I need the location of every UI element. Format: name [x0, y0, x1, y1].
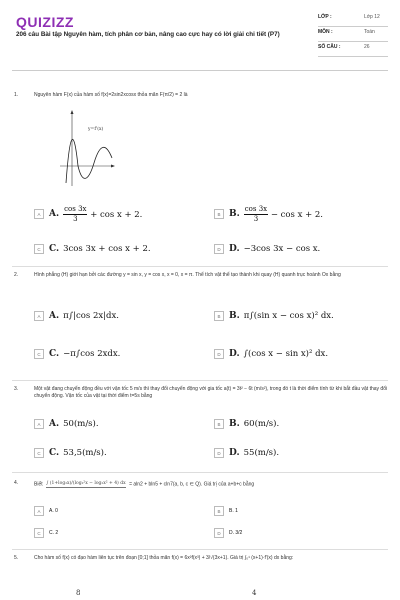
question-text: Một vật đang chuyển động đều với vận tốc 5 m/s thì thay đổi chuyển động với gia tốc a(t) = 3t² − 6t (m/s²), trong đó t là thời điểm tính từ khi bắt đầu vật thay đổi chuyển động. Vận tốc của vật tại thời điểm t=5s bằng — [34, 386, 388, 399]
question-1-graph — [56, 108, 116, 188]
option-b[interactable] — [214, 203, 323, 225]
option-value: 60(m/s). — [243, 419, 280, 429]
option-d[interactable] — [214, 442, 279, 464]
option-letter: C. — [49, 244, 60, 254]
partial-glyph-right: 4 — [252, 589, 257, 597]
option-letter: C. — [49, 448, 60, 458]
option-c[interactable] — [34, 522, 58, 544]
subject-value: Toán — [364, 29, 375, 35]
option-box[interactable]: D — [214, 244, 224, 254]
option-value: −3cos 3x − cos x. — [243, 244, 321, 254]
option-letter: A. — [49, 209, 60, 219]
option-box[interactable]: B — [214, 209, 224, 219]
option-letter: B. — [229, 209, 240, 219]
question-number: 1. — [14, 92, 19, 98]
option-d[interactable] — [214, 522, 242, 544]
partial-glyph-left: 8 — [76, 589, 81, 597]
option-value: π∫|cos 2x|dx. — [63, 311, 119, 321]
option-letter: D. — [229, 448, 240, 458]
graph-label: y=f'(x) — [88, 127, 104, 132]
option-box[interactable]: C — [34, 448, 44, 458]
class-value: Lớp 12 — [364, 14, 380, 20]
option-value: D. 3/2 — [229, 530, 243, 536]
question-text: Biết ∫ (1+log₂x)/(log₂²x − log₂x² + 4) dx = aln2 + bln5 + cln7(a, b, c ∈ Q). Giá trị của a+b+c bằng — [34, 481, 255, 488]
quizizz-logo: QUIZIZZ — [16, 14, 74, 30]
option-box[interactable]: C — [34, 244, 44, 254]
option-box[interactable]: D — [214, 528, 224, 538]
count-label: SỐ CÂU : — [318, 44, 341, 50]
option-value: π∫(sin x − cos x)² dx. — [243, 311, 334, 321]
option-c[interactable] — [34, 442, 107, 464]
option-value: 55(m/s). — [243, 448, 280, 458]
option-box[interactable]: B — [214, 311, 224, 321]
header-divider — [12, 70, 388, 71]
class-label: LỚP : — [318, 14, 332, 20]
option-box[interactable]: A — [34, 209, 44, 219]
question-divider — [12, 266, 388, 267]
question-number: 3. — [14, 386, 19, 392]
option-box[interactable]: B — [214, 506, 224, 516]
option-letter: C. — [49, 349, 60, 359]
option-value: A. 0 — [49, 508, 58, 514]
option-value: ∫(cos x − sin x)² dx. — [243, 349, 329, 359]
option-letter: D. — [229, 244, 240, 254]
document-header — [0, 0, 400, 70]
option-a[interactable] — [34, 413, 99, 435]
question-number: 2. — [14, 272, 19, 278]
option-box[interactable]: C — [34, 349, 44, 359]
page-title: 206 câu Bài tập Nguyên hàm, tích phân cơ bản, nâng cao cực hay có lời giải chi tiết (P7) — [16, 31, 280, 38]
option-letter: A. — [49, 419, 60, 429]
option-a[interactable] — [34, 203, 142, 225]
integral-formula: ∫ (1+log₂x)/(log₂²x − log₂x² + 4) dx — [46, 481, 126, 486]
question-text: Cho hàm số f(x) có đạo hàm liên tục trên đoạn [0;1] thỏa mãn f(x) = 6x²f(x³) + 3/√(3x+1). Giá trị ∫₀¹ (x+1)·f′(x) dx bằng: — [34, 555, 294, 561]
question-number: 5. — [14, 555, 19, 561]
option-box[interactable]: A — [34, 311, 44, 321]
option-letter: B. — [229, 311, 240, 321]
option-value: $\frac{\cos 3x}{3}$ + cos x + 2. — [64, 204, 143, 223]
option-box[interactable]: C — [34, 528, 44, 538]
option-value: 53,5(m/s). — [63, 448, 107, 458]
option-b[interactable] — [214, 305, 334, 327]
option-b[interactable] — [214, 413, 279, 435]
option-c[interactable] — [34, 343, 120, 365]
option-letter: D. — [229, 349, 240, 359]
meta-class — [318, 14, 388, 27]
question-divider — [12, 472, 388, 473]
count-value: 26 — [364, 44, 370, 50]
option-d[interactable] — [214, 238, 320, 260]
subject-label: MÔN : — [318, 29, 333, 35]
option-d[interactable] — [214, 343, 328, 365]
option-c[interactable] — [34, 238, 151, 260]
meta-subject — [318, 29, 388, 42]
question-text: Nguyên hàm F(x) của hàm số f(x)=2sin2xcosx thỏa mãn F(π/2) = 2 là — [34, 92, 188, 98]
question-divider — [12, 549, 388, 550]
option-box[interactable]: D — [214, 448, 224, 458]
option-letter: A. — [49, 311, 60, 321]
option-letter: B. — [229, 419, 240, 429]
option-value: $\frac{\cos 3x}{3}$ − cos x + 2. — [244, 204, 324, 223]
option-value: 3cos 3x + cos x + 2. — [63, 244, 151, 254]
meta-count — [318, 44, 388, 57]
option-value: C. 2 — [49, 530, 59, 536]
option-box[interactable]: A — [34, 419, 44, 429]
meta-panel — [318, 14, 388, 59]
option-b[interactable] — [214, 500, 238, 522]
question-number: 4. — [14, 480, 19, 486]
option-value: −π∫cos 2xdx. — [63, 349, 121, 359]
question-divider — [12, 380, 388, 381]
option-box[interactable]: A — [34, 506, 44, 516]
option-value: B. 1 — [229, 508, 238, 514]
option-box[interactable]: B — [214, 419, 224, 429]
option-a[interactable] — [34, 305, 119, 327]
question-text: Hình phẳng (H) giới hạn bởi các đường y = sin x, y = cos x, x = 0, x = π. Thể tích vật thể tạo thành khi quay (H) quanh trục hoành Ox bằng — [34, 272, 341, 278]
option-box[interactable]: D — [214, 349, 224, 359]
option-value: 50(m/s). — [63, 419, 99, 429]
option-a[interactable] — [34, 500, 58, 522]
